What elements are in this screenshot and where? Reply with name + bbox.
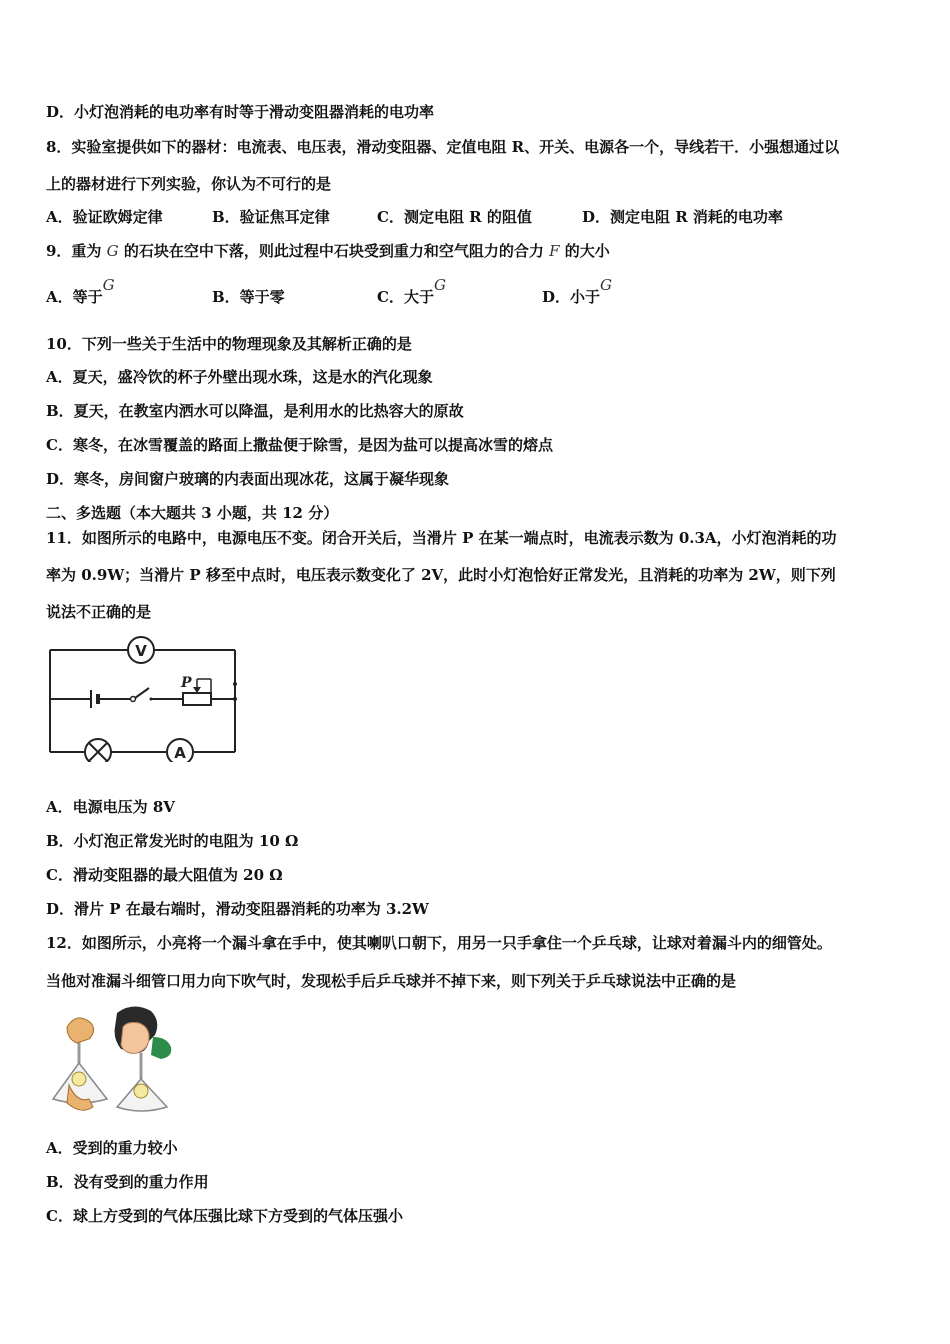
q12-option-c: C．球上方受到的气体压强比球下方受到的气体压强小 bbox=[46, 1207, 403, 1225]
q9-stem-a: 9．重为 bbox=[46, 242, 102, 260]
voltmeter-label: V bbox=[135, 642, 147, 660]
q12-option-a: A．受到的重力较小 bbox=[46, 1139, 178, 1157]
q9-stem-c: 的大小 bbox=[564, 242, 610, 260]
q8-option-d: D．测定电阻 R 消耗的电功率 bbox=[582, 208, 783, 226]
q7-option-d: D．小灯泡消耗的电功率有时等于滑动变阻器消耗的电功率 bbox=[46, 103, 435, 121]
q11-stem-line1: 11．如图所示的电路中，电源电压不变。闭合开关后，当滑片 P 在某一端点时，电流表示数为 0.3A，小灯泡消耗的功 bbox=[46, 529, 837, 547]
ammeter-label: A bbox=[174, 744, 186, 762]
q8-stem-line1: 8．实验室提供如下的器材：电流表、电压表，滑动变阻器、定值电阻 R、开关、电源各一个，导线若干．小强想通过以 bbox=[46, 138, 840, 156]
q10-stem: 10．下列一些关于生活中的物理现象及其解析正确的是 bbox=[46, 335, 412, 353]
q10-option-c: C．寒冬，在冰雪覆盖的路面上撒盐便于除雪，是因为盐可以提高冰雪的熔点 bbox=[46, 436, 553, 454]
q10-option-d: D．寒冬，房间窗户玻璃的内表面出现冰花，这属于凝华现象 bbox=[46, 470, 450, 488]
q11-stem-line3: 说法不正确的是 bbox=[46, 603, 152, 621]
q12-option-b: B．没有受到的重力作用 bbox=[46, 1173, 209, 1191]
q8-option-c: C．测定电阻 R 的阻值 bbox=[377, 208, 532, 226]
q9-symbol-g: G bbox=[106, 242, 119, 260]
rheostat-resistor bbox=[183, 693, 211, 705]
q12-stem-line2: 当他对准漏斗细管口用力向下吹气时，发现松手后乒乓球并不掉下来，则下列关于乒乓球说法中正确的是 bbox=[46, 972, 737, 990]
switch-blade bbox=[135, 688, 149, 698]
q9-option-b: B．等于零 bbox=[212, 288, 285, 306]
q10-option-b: B．夏天，在教室内洒水可以降温，是利用水的比热容大的原故 bbox=[46, 402, 464, 420]
q8-option-a: A．验证欧姆定律 bbox=[46, 208, 163, 226]
left-ping-pong-ball bbox=[72, 1072, 86, 1086]
boy-face bbox=[121, 1023, 149, 1054]
q11-option-c: C．滑动变阻器的最大阻值为 20 Ω bbox=[46, 866, 283, 884]
section-2-heading: 二、多选题（本大题共 3 小题，共 12 分） bbox=[46, 504, 339, 522]
q11-option-a: A．电源电压为 8V bbox=[46, 798, 175, 816]
circuit-diagram bbox=[45, 632, 245, 762]
q9-option-c: C．大于G bbox=[377, 276, 446, 306]
q12-stem-line1: 12．如图所示，小亮将一个漏斗拿在手中，使其喇叭口朝下，用另一只手拿住一个乒乓球，让球对着漏斗内的细管处。 bbox=[46, 934, 832, 952]
q9-option-d: D．小于G bbox=[542, 276, 612, 306]
slider-label: P bbox=[181, 675, 192, 691]
q8-option-b: B．验证焦耳定律 bbox=[212, 208, 330, 226]
q9-stem-b: 的石块在空中下落，则此过程中石块受到重力和空气阻力的合力 bbox=[123, 242, 544, 260]
q9-symbol-f: F bbox=[549, 242, 560, 260]
q11-option-d: D．滑片 P 在最右端时，滑动变阻器消耗的功率为 3.2W bbox=[46, 900, 429, 918]
switch-contact bbox=[150, 698, 153, 701]
q10-option-a: A．夏天，盛冷饮的杯子外壁出现水珠，这是水的汽化现象 bbox=[46, 368, 433, 386]
q9-stem bbox=[46, 241, 610, 261]
q11-option-b: B．小灯泡正常发光时的电阻为 10 Ω bbox=[46, 832, 299, 850]
right-ping-pong-ball bbox=[134, 1084, 148, 1098]
q8-stem-line2: 上的器材进行下列实验，你认为不可行的是 bbox=[46, 175, 332, 193]
q9-option-a: A．等于G bbox=[46, 276, 115, 306]
lamp-symbol bbox=[85, 739, 111, 762]
q11-stem-line2: 率为 0.9W；当滑片 P 移至中点时，电压表示数变化了 2V，此时小灯泡恰好正常发光，且消耗的功率为 2W，则下列 bbox=[46, 566, 836, 584]
funnel-experiment-illustration bbox=[45, 1003, 181, 1115]
